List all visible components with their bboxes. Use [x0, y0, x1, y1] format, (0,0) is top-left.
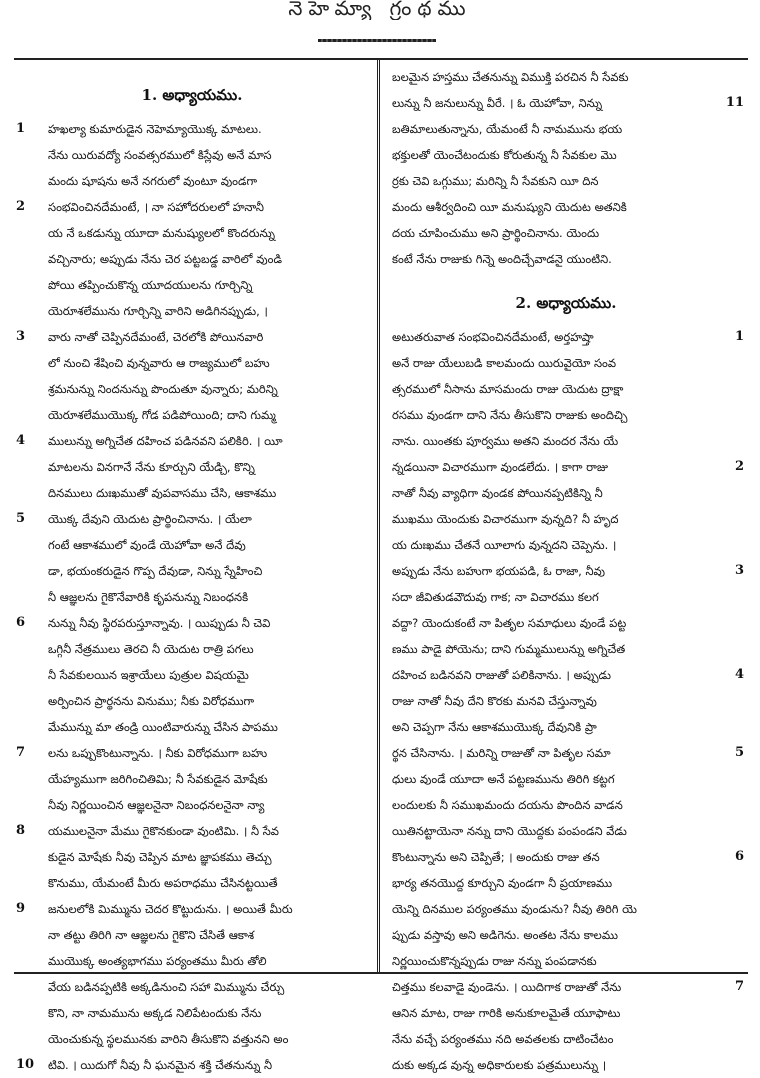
verse-number: 3 [16, 329, 26, 344]
line-text: లున్ను నీ జనులున్ను వీరే. । ఓ యెహోవా, నిన్ను [392, 96, 603, 110]
line-text: కుడైన మోషేకు నీవు చెప్పిన మాట జ్ఞాపకము తెచ్చు [48, 850, 272, 864]
line-text: యములనైనా మేము గైకొనకుండా వుంటిమి. । నీ సేవ [48, 824, 279, 838]
line-text: ప్పుడు వస్తావు అని అడిగెను. అంతట నేను కాలము [392, 928, 618, 942]
right-continued-lines [386, 64, 746, 272]
line-text: భక్తులతో యెంచేటందుకు కోరుతున్న నీ సేవకుల మొ [392, 148, 617, 162]
text-line [386, 636, 746, 662]
text-line [14, 740, 370, 766]
text-line [14, 818, 370, 844]
line-text: వద్దా? యెందుకంటే నా పితృల సమాధులు వుండే పట్ట [392, 616, 627, 630]
text-line [386, 532, 746, 558]
line-text: సదా జీవితుడవౌదువు గాక; నా విచారము కలగ [392, 590, 599, 604]
text-line [386, 90, 746, 116]
text-line [14, 1026, 370, 1052]
text-line [386, 870, 746, 896]
line-text: ర్రకు చెవి ఒగ్గుము; మరిన్ని నీ సేవకుని యీ దిన [392, 174, 599, 188]
line-text: నీవు నిర్ణయించిన ఆజ్ఞలనైనా నిబంధనలనైనా న్యా [48, 798, 265, 812]
text-line [14, 298, 370, 324]
text-line [386, 246, 746, 272]
line-text: చిత్తము కలవాడై వుండెను. । యిదిగాక రాజుతో నేను [392, 980, 622, 994]
left-lines [14, 116, 370, 1078]
left-column [14, 64, 370, 1078]
line-text: టివి. । యిదుగో నీవు నీ ఘనమైన శక్తి చేతనున్ను నీ [48, 1058, 273, 1072]
line-text: కొంటున్నాను అని చెప్పితే; । అందుకు రాజు తన [392, 850, 600, 864]
text-line [386, 740, 746, 766]
text-line [14, 376, 370, 402]
verse-number: 4 [16, 433, 26, 448]
line-text: ధులు వుండే యూదా అనే పట్టణమును తిరిగి కట్టగ [392, 772, 615, 786]
line-text: లందులకు నీ సముఖమందు దయను పొందిన వాడన [392, 798, 623, 812]
text-line [386, 402, 746, 428]
verse-number: 5 [734, 745, 744, 760]
line-text: ణము పాడై పోయెను; దాని గుమ్మములున్ను అగ్నిచేత [392, 642, 626, 656]
text-line [386, 896, 746, 922]
line-text: నీ సేవకులయిన ఇశ్రాయేలు పుత్రుల విషయమై [48, 668, 249, 682]
text-line [14, 1052, 370, 1078]
line-text: కొనుము, యేమంటే మీరు అపరాధము చేసినట్టయితే [48, 876, 278, 890]
text-line [386, 974, 746, 1000]
text-line [386, 1052, 746, 1078]
line-text: దహించ బడినవని రాజుతో పలికినాను. । అప్పుడు [392, 668, 612, 682]
ornamental-rule [318, 39, 436, 42]
line-text: ముఖము యెందుకు విచారముగా వున్నది? నీ హృద [392, 512, 619, 526]
column-divider [377, 58, 380, 974]
line-text: శ్రమనున్ను నిందనున్ను పొందుతూ వున్నారు; మరిన్ని [48, 382, 278, 396]
verse-number: 3 [734, 563, 744, 578]
text-line [14, 558, 370, 584]
line-text: యెన్ని దినముల పర్యంతము వుండును? నీవు తిరిగి యె [392, 902, 637, 916]
verse-number: 6 [734, 849, 744, 864]
text-line [14, 896, 370, 922]
text-line [386, 766, 746, 792]
line-text: దుకు అక్కడ వున్న అధికారులకు పత్రములున్ను । [392, 1058, 607, 1072]
text-line [14, 636, 370, 662]
line-text: వారు నాతో చెప్పినదేమంటే, చెరలోకి పోయినవారి [48, 330, 264, 344]
text-line [14, 792, 370, 818]
text-line [386, 116, 746, 142]
line-text: దినములు దుఃఖముతో వుపవాసము చేసి, ఆకాశము [48, 486, 277, 500]
line-text: భార్య తనయొద్ద కూర్చుని వుండగా నీ ప్రయాణము [392, 876, 613, 890]
line-text: మందు ఆశీర్వదించి యీ మనుష్యుని యెదుట అతనికి [392, 200, 627, 214]
line-text: రాజు నాతో నీవు దేని కొరకు మనవి చేస్తున్నావు [392, 694, 597, 708]
text-line [14, 662, 370, 688]
text-line [386, 324, 746, 350]
right-lines [386, 324, 746, 1078]
text-line [14, 948, 370, 974]
verse-number: 7 [16, 745, 26, 760]
text-line [14, 506, 370, 532]
line-text: యొక్క దేవుని యెదుట ప్రార్థించినాను. । యేలా [48, 512, 252, 526]
text-line [386, 454, 746, 480]
line-text: అనే రాజు యేలుబడి కాలమందు యిరువైయో సంవ [392, 356, 617, 370]
line-text: నున్ను నీవు స్థిరపరుస్తూన్నావు. । యిప్పుడు నీ చెవి [48, 616, 271, 630]
line-text: ఒగ్గినీ నేత్రములు తెరచి నీ యెదుట రాత్రి పగలు [48, 642, 254, 656]
text-line [14, 402, 370, 428]
text-line [386, 558, 746, 584]
text-line [14, 714, 370, 740]
text-line [386, 610, 746, 636]
line-text: నేను వచ్చే పర్యంతము నది అవతలకు దాటించేటం [392, 1032, 614, 1046]
line-text: యెరూశలేముయొక్క గోడ పడిపోయింది; దాని గుమ్మ [48, 408, 276, 422]
text-line [386, 64, 746, 90]
line-text: అని చెప్పగా నేను ఆకాశముయొక్క దేవునికి ప్రా [392, 720, 597, 734]
line-text: రసము వుండగా దాని నేను తీసుకొని రాజుకు అందిచ్చి [392, 408, 628, 422]
text-line [14, 766, 370, 792]
line-text: వేయ బడినప్పటికి అక్కడినుంచి సహా మిమ్మును చేర్చు [48, 980, 285, 994]
line-text: మేమున్ను మా తండ్రి యింటివారున్ను చేసిన పాపము [48, 720, 278, 734]
text-line [386, 818, 746, 844]
text-line [386, 376, 746, 402]
text-line [14, 870, 370, 896]
line-text: డా, భయంకరుడైన గొప్ప దేవుడా, నిన్ను స్నేహించి [48, 564, 263, 578]
text-line [14, 922, 370, 948]
right-column [386, 64, 746, 1078]
verse-number: 2 [16, 199, 26, 214]
line-text: కొని, నా నామమును అక్కడ నిలిపేటందుకు నేను [48, 1006, 262, 1020]
text-line [386, 428, 746, 454]
text-line [386, 948, 746, 974]
text-line [386, 584, 746, 610]
text-line [14, 688, 370, 714]
verse-number: 4 [734, 667, 744, 682]
verse-number: 10 [16, 1057, 35, 1072]
line-text: అటుతరువాత సంభవించినదేమంటే, అర్తహష్తా [392, 330, 594, 344]
text-line [14, 480, 370, 506]
text-line [386, 922, 746, 948]
line-text: త్సరములో నీసాను మాసమందు రాజు యెదుట ద్రాక్షా [392, 382, 624, 396]
line-text: బలమైన హస్తము చేతనున్ను విముక్తి పరచిన నీ సేవకు [392, 70, 629, 84]
text-line [14, 844, 370, 870]
text-line [386, 714, 746, 740]
text-line [14, 1000, 370, 1026]
text-line [386, 688, 746, 714]
text-line [386, 220, 746, 246]
verse-number: 5 [16, 511, 26, 526]
line-text: యెరూశలేమును గూర్చిన్ని వారిని అడిగినప్పుడు, । [48, 304, 268, 318]
text-line [386, 1026, 746, 1052]
line-text: నా తట్టు తిరిగి నా ఆజ్ఞలను గైకొని చేసితే ఆకాశ [48, 928, 255, 942]
line-text: సంభవించినదేమంటే, । నా సహోదరులలో హనానీ [48, 200, 264, 214]
verse-number: 7 [734, 979, 744, 994]
chapter-heading: 2. అధ్యాయము. [515, 294, 617, 312]
text-line [386, 168, 746, 194]
text-line [14, 532, 370, 558]
line-text: వచ్చినారు; అప్పుడు నేను చెర పట్టబడ్డ వారిలో వుండి [48, 252, 282, 266]
line-text: యేహ్యముగా జరిగించితిమి; నీ సేవకుడైన మోషేకు [48, 772, 268, 786]
verse-number: 1 [734, 329, 744, 344]
text-line [14, 116, 370, 142]
line-text: బతిమాలుతున్నాను, యేమంటే నీ నామమును భయ [392, 122, 623, 136]
text-line [14, 974, 370, 1000]
line-text: మాటలను వినగానే నేను కూర్చుని యేడ్చి, కొన్ని [48, 460, 255, 474]
text-line [386, 506, 746, 532]
line-text: కంటే నేను రాజుకు గిన్నె అందిచ్చేవాడనై యుంటిని. [392, 252, 612, 266]
top-rule [14, 58, 748, 60]
text-line [386, 194, 746, 220]
line-text: మందు షూషను అనే నగరులో వుంటూ వుండగా [48, 174, 258, 188]
verse-number: 6 [16, 615, 26, 630]
running-title: నెహెమ్యా గ్రంథము [288, 0, 472, 20]
verse-number: 8 [16, 823, 26, 838]
text-line [14, 142, 370, 168]
line-text: నేను యిరువద్యో సంవత్సరములో కిస్లేవు అనే మాస [48, 148, 272, 162]
verse-number: 2 [734, 459, 744, 474]
text-line [386, 480, 746, 506]
line-text: య నే ఒకడున్ను యూదా మనుష్యులలో కొందరున్ను [48, 226, 276, 240]
text-line [14, 168, 370, 194]
text-line [14, 610, 370, 636]
text-line [14, 272, 370, 298]
line-text: లను ఒప్పుకొంటున్నాను. । నీకు విరోధముగా బహు [48, 746, 268, 760]
line-text: నీ ఆజ్ఞలను గైకొనేవారికి కృపనున్ను నిబంధనకి [48, 590, 249, 604]
text-line [386, 142, 746, 168]
verse-number: 9 [16, 901, 26, 916]
text-line [14, 194, 370, 220]
line-text: నాను. యింతకు పూర్వము అతని మందర నేను యే [392, 434, 619, 448]
line-text: ఆనిన మాట, రాజు గారికి అనుకూలమైతే యూఫాటు [392, 1006, 621, 1020]
line-text: దయ చూపించుము అని ప్రార్థించినాను. యెందు [392, 226, 600, 240]
line-text: నాతో నీవు వ్యాధిగా వుండక పోయినప్పటికిన్ని నీ [392, 486, 603, 500]
text-line [386, 662, 746, 688]
text-line [386, 792, 746, 818]
text-line [386, 844, 746, 870]
verse-number: 11 [725, 95, 744, 110]
text-line [14, 350, 370, 376]
line-text: ముయొక్క అంత్యభాగము పర్యంతము మీరు తోలి [48, 954, 267, 968]
text-line [14, 584, 370, 610]
line-text: న్నడయినా విచారముగా వుండలేదు. । కాగా రాజు [392, 460, 608, 474]
text-line [14, 220, 370, 246]
line-text: ర్థన చేసినాను. । మరిన్ని రాజుతో నా పితృల సమా [392, 746, 611, 760]
line-text: ములున్ను అగ్నిచేత దహించ పడినవని పలికిరి. । యీ [48, 434, 283, 448]
line-text: జనులలోకి మిమ్మును చెదర కొట్టుదును. । అయితే మీరు [48, 902, 293, 916]
text-line [14, 246, 370, 272]
line-text: నిర్ణయించుకొన్నప్పుడు రాజు నన్ను పంపడానకు [392, 954, 597, 968]
line-text: య దుఃఖము చేతనే యీలాగు వున్నదని చెప్పెను. । [392, 538, 617, 552]
line-text: పోయి తప్పించుకొన్న యూదయులను గూర్చిన్ని [48, 278, 253, 292]
line-text: యెంచుకున్న స్థలమునకు వారిని తీసుకొని వత్తునని అం [48, 1032, 289, 1046]
text-line [386, 1000, 746, 1026]
two-column-text [14, 58, 748, 1072]
line-text: అప్పుడు నేను బహుగా భయపడి, ఓ రాజా, నీవు [392, 564, 606, 578]
line-text: గంటే ఆకాశములో వుండే యెహోవా అనే దేవు [48, 538, 246, 552]
line-text: అర్పించిన ప్రార్థనను వినుము; నీకు విరోధముగా [48, 694, 255, 708]
line-text: హఖల్యా కుమారుడైన నెహెమ్యాయొక్క మాటలు. [48, 122, 262, 136]
text-line [14, 428, 370, 454]
chapter-heading: 1. అధ్యాయము. [141, 86, 243, 104]
text-line [14, 454, 370, 480]
line-text: యితినట్టాయెనా నన్ను దాని యొద్దకు పంపండని వేడు [392, 824, 627, 838]
text-line [386, 350, 746, 376]
verse-number: 1 [16, 121, 26, 136]
text-line [14, 324, 370, 350]
line-text: లో నుంచి శేషించి వున్నవారు ఆ రాజ్యములో బహు [48, 356, 270, 370]
